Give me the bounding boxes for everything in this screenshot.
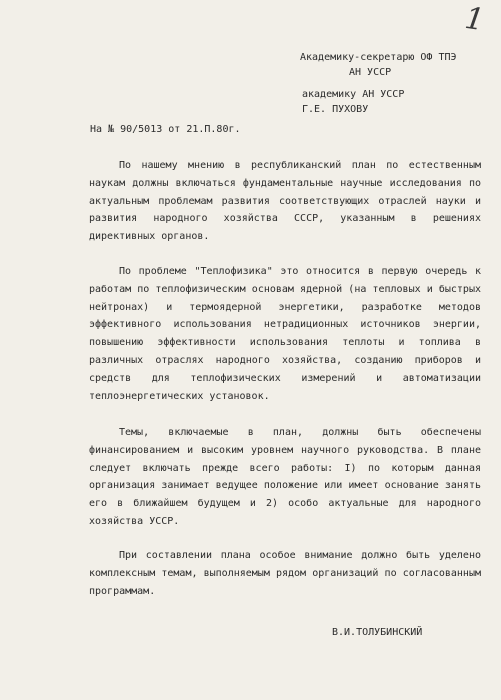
page-number: 1	[462, 0, 487, 39]
addressee-line-3: академику АН УССР	[302, 89, 405, 100]
paragraph-4: При составлении плана особое внимание должно быть уделено комплексным темам, выполняемым рядом организаций по согласованным программам.	[89, 550, 481, 597]
addressee-line-1: Академику-секретарю ОФ ТПЭ	[300, 52, 457, 63]
paragraph-3: Темы, включаемые в план, должны быть обеспечены финансированием и высоким уровнем научного руководства. В плане следует включать прежде всего работы: I) по которым данная организация занимает ведущее положение или имеет основание занять его в ближайшем будущем и 2) особо актуальные для народного хозяйства УССР.	[89, 427, 481, 527]
reference-number: На № 90/5013 от 21.П.80г.	[90, 124, 241, 135]
paragraph-2: По проблеме "Теплофизика" это относится в первую очередь к работам по теплофизическим основам ядерной (на тепловых и быстрых нейтронах) и термоядерной энергетики, разработке методов эффективного использования нетрадиционных источников энергии, повышению эффективности использования теплоты и топлива в различных отраслях народного хозяйства, созданию приборов и средств для теплофизических измерений и автоматизации теплоэнергетических установок.	[89, 266, 481, 402]
signature: В.И.ТОЛУБИНСКИЙ	[332, 627, 423, 638]
addressee-line-4: Г.Е. ПУХОВУ	[302, 104, 369, 115]
addressee-line-2: АН УССР	[349, 67, 392, 78]
paragraph-1: По нашему мнению в республиканский план по естественным наукам должны включаться фундаментальные научные исследования по актуальным проблемам развития соответствующих отраслей науки и развития народного хозяйства СССР, указанным в решениях директивных органов.	[89, 160, 481, 243]
